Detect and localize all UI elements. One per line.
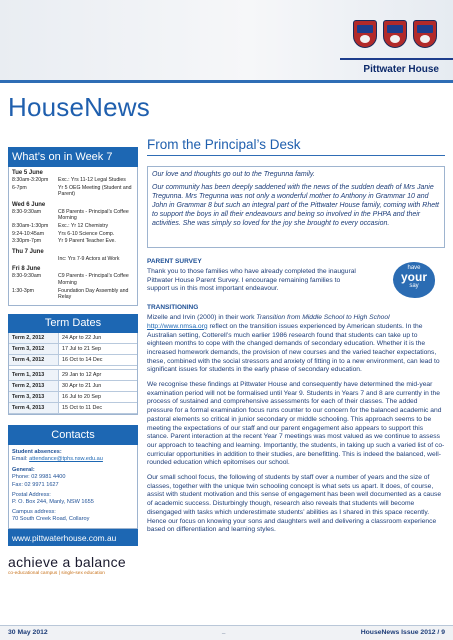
issue-date: 30 May 2012 bbox=[8, 629, 48, 636]
header-rule bbox=[0, 80, 453, 83]
term-row bbox=[9, 392, 137, 403]
page-footer bbox=[0, 625, 453, 640]
event-row bbox=[12, 209, 134, 222]
term-dates: 15 Oct to 11 Dec bbox=[62, 404, 103, 411]
event-desc: Inc: Yrs 7-9 Actors at Work bbox=[58, 255, 120, 262]
term-row bbox=[9, 333, 137, 344]
article-title: From the Principal’s Desk bbox=[147, 137, 445, 156]
campus-label: Campus address: bbox=[12, 509, 56, 516]
term-dates: 16 Oct to 14 Dec bbox=[62, 356, 103, 363]
transition-body bbox=[147, 314, 445, 535]
intro-paragraph: Our community has been deeply saddened with the news of the sudden death of Mrs Janie Tregunna. Mrs Tregunna was not only a wonderful mother to Anthony in Grammar 10 and John in Grammar 8 but such an integral part of the Pittwater House family, coming with Rhett to support the boys in all their endeavours and being so involved in the PHPA and their activities. She was simply so loved for the joy she brought to every occasion. bbox=[152, 183, 439, 227]
footer-mark: _ bbox=[222, 628, 226, 634]
event-time: 1:30-3pm bbox=[12, 287, 34, 294]
brand-name: Pittwater House bbox=[363, 64, 439, 75]
day-title: Tue 5 June bbox=[12, 170, 43, 176]
term-label: Term 4, 2013 bbox=[9, 403, 59, 413]
fax-line: Fax: 02 9971 1627 bbox=[12, 481, 59, 488]
survey-section bbox=[147, 258, 445, 294]
badge-top: have bbox=[407, 265, 421, 271]
issue-number: HouseNews Issue 2012 / 9 bbox=[360, 629, 445, 636]
event-row bbox=[12, 185, 134, 198]
term-row bbox=[9, 381, 137, 392]
header-band bbox=[0, 0, 453, 80]
text-run: reflect on the transition issues experienced by American students. In the Australian setting, Cotterell’s much earlier 1986 research found that students can take up to eighteen months to cope with the changed demands of secondary education. Whether it is the increased homework demands, the provision of new courses and the varied teacher expectations, these, combined with the social stressors and anxiety of fitting in to a new environment, can lead to significant issues for students in the early phase of secondary education. bbox=[147, 322, 440, 374]
have-your-say-badge[interactable] bbox=[393, 262, 435, 298]
event-time bbox=[12, 256, 58, 263]
event-desc: Yr 5 OEG Meeting (Student and Parent) bbox=[58, 184, 132, 198]
term-row bbox=[9, 344, 137, 355]
badge-mid: your bbox=[400, 270, 427, 284]
event-time: 6-7pm bbox=[12, 184, 27, 191]
newsletter-title: HouseNews bbox=[8, 92, 150, 122]
term-dates-table bbox=[8, 333, 138, 415]
tagline: co-educational campus | single-sex education bbox=[8, 570, 105, 576]
phone-line: Phone: 02 9981 4400 bbox=[12, 474, 66, 481]
crest-icon bbox=[413, 20, 437, 48]
day-title: Wed 6 June bbox=[12, 201, 46, 208]
contacts-heading: Contacts bbox=[8, 425, 138, 445]
email-link[interactable]: attendance@tphs.nsw.edu.au bbox=[29, 455, 103, 462]
week-events bbox=[8, 167, 138, 306]
absences-label: Student absences: bbox=[12, 448, 62, 455]
event-desc: C9 Parents - Principal’s Coffee Morning bbox=[58, 273, 129, 286]
term-row bbox=[9, 370, 137, 381]
email-label: Email: bbox=[12, 455, 28, 462]
event-row bbox=[12, 231, 134, 238]
term-dates-heading: Term Dates bbox=[8, 314, 138, 333]
term-label: Term 2, 2013 bbox=[9, 381, 59, 391]
sidebar bbox=[8, 147, 138, 576]
term-row bbox=[9, 355, 137, 366]
main-column bbox=[147, 137, 445, 535]
term-label: Term 1, 2013 bbox=[9, 370, 59, 380]
event-time: 8:30am-3:20pm bbox=[12, 177, 49, 183]
event-row bbox=[12, 223, 134, 230]
event-desc: Foundation Day Assembly and Relay bbox=[58, 287, 129, 301]
event-time: 8:30-9:30am bbox=[12, 208, 42, 215]
event-desc: C8 Parents - Principal’s Coffee Morning bbox=[58, 208, 129, 222]
day-title: Thu 7 June bbox=[12, 248, 44, 255]
term-label: Term 4, 2012 bbox=[9, 355, 59, 365]
contacts-box bbox=[8, 445, 138, 529]
email-line bbox=[12, 456, 134, 463]
event-time: 3:30pm-7pm bbox=[12, 238, 42, 245]
intro-paragraph: Our love and thoughts go out to the Tregunna family. bbox=[152, 171, 315, 178]
condolence-box bbox=[147, 166, 445, 248]
event-desc: Exc.: Yrs 11-12 Legal Studies bbox=[58, 177, 126, 183]
section-heading: TRANSITIONING bbox=[147, 304, 199, 312]
work-title: Transition from Middle School to High School bbox=[256, 314, 390, 322]
term-label: Term 3, 2012 bbox=[9, 344, 59, 354]
week-heading: What’s on in Week 7 bbox=[8, 147, 138, 167]
term-dates: 29 Jan to 12 Apr bbox=[62, 371, 102, 378]
postal-label: Postal Address: bbox=[12, 491, 51, 498]
slogan: achieve a balance bbox=[8, 553, 126, 570]
crest-icon bbox=[353, 20, 377, 48]
website-link[interactable]: www.pittwaterhouse.com.au bbox=[8, 529, 138, 546]
section-heading: PARENT SURVEY bbox=[147, 258, 202, 265]
text-run: Mizelle and Irvin (2000) in their work bbox=[147, 314, 257, 322]
event-row bbox=[12, 288, 134, 301]
event-time: 8:30am-1:30pm bbox=[12, 222, 49, 229]
event-row bbox=[12, 177, 134, 184]
term-dates: 24 Apr to 22 Jun bbox=[62, 334, 102, 341]
badge-bot: say bbox=[409, 283, 419, 289]
body-paragraph: Our small school focus, the following of students by staff over a number of years and the size of classes, together with the unique twin schooling concept is what sets us apart. It does, of course, assist with student motivation and this sense of engagement has been well documented as a cause of academic success. Disturbingly though, research also reveals that students will become disengaged with tasks which underestimate students’ abilities as I shared in this space recently. Hence our focus on knowing your sons and daughters well and delivering a classroom experience based on differentiation and learning styles. bbox=[147, 474, 442, 534]
day-title: Fri 8 June bbox=[12, 266, 41, 273]
event-row bbox=[12, 238, 134, 245]
postal-address: P. O. Box 244, Manly, NSW 1655 bbox=[12, 498, 94, 505]
campus-address: 70 South Creek Road, Collaroy bbox=[12, 516, 90, 523]
header-divider bbox=[340, 58, 453, 60]
term-dates: 16 Jul to 20 Sep bbox=[62, 393, 101, 400]
term-dates: 17 Jul to 21 Sep bbox=[62, 345, 101, 352]
event-desc: Yrs 6-10 Science Comp. bbox=[58, 230, 115, 237]
term-row bbox=[9, 403, 137, 414]
general-label: General: bbox=[12, 467, 35, 474]
event-row bbox=[12, 273, 134, 286]
event-time: 8:30-9:30am bbox=[12, 273, 42, 280]
term-label: Term 3, 2013 bbox=[9, 392, 59, 402]
survey-paragraph: Thank you to those families who have already completed the inaugural Pittwater House Parent Survey. I encourage remaining families to support us in this most important endeavour. bbox=[147, 268, 356, 293]
term-label: Term 2, 2012 bbox=[9, 333, 59, 343]
event-desc: Exc.: Yr 12 Chemistry bbox=[58, 222, 109, 229]
crest-icon bbox=[383, 20, 407, 48]
body-paragraph: We recognise these findings at Pittwater House and consequently have determined the mid-year examination period will not be formalised until Year 9. Students in Years 7 and 8 are currently in the process of sustained and comprehensive assessments for each of their classes. The added pressure for a formal examination focus runs counter to our concern for the balanced academic and pastoral elements so critical in junior secondary or middle schooling. This approach seems to be meeting the expectations of our staff and our parent engagement also appears to support this stance. Parent interaction at the recent Year 7 meetings was most valued as we continue to assess our approach to teaching and learning. Importantly, the students, in taking up such a varied list of co-curricular opportunities in addition to their studies, are benefitting. This is indeed the balanced, well-rounded education which epitomises our school. bbox=[147, 381, 445, 467]
body-paragraph bbox=[147, 314, 445, 375]
event-row bbox=[12, 256, 134, 263]
event-desc: Yr 9 Parent Teacher Eve. bbox=[58, 238, 116, 245]
event-time: 9:24-10:45am bbox=[12, 230, 45, 237]
reference-link[interactable]: http://www.nmsa.org bbox=[147, 322, 208, 330]
term-dates: 30 Apr to 21 Jun bbox=[62, 382, 102, 389]
